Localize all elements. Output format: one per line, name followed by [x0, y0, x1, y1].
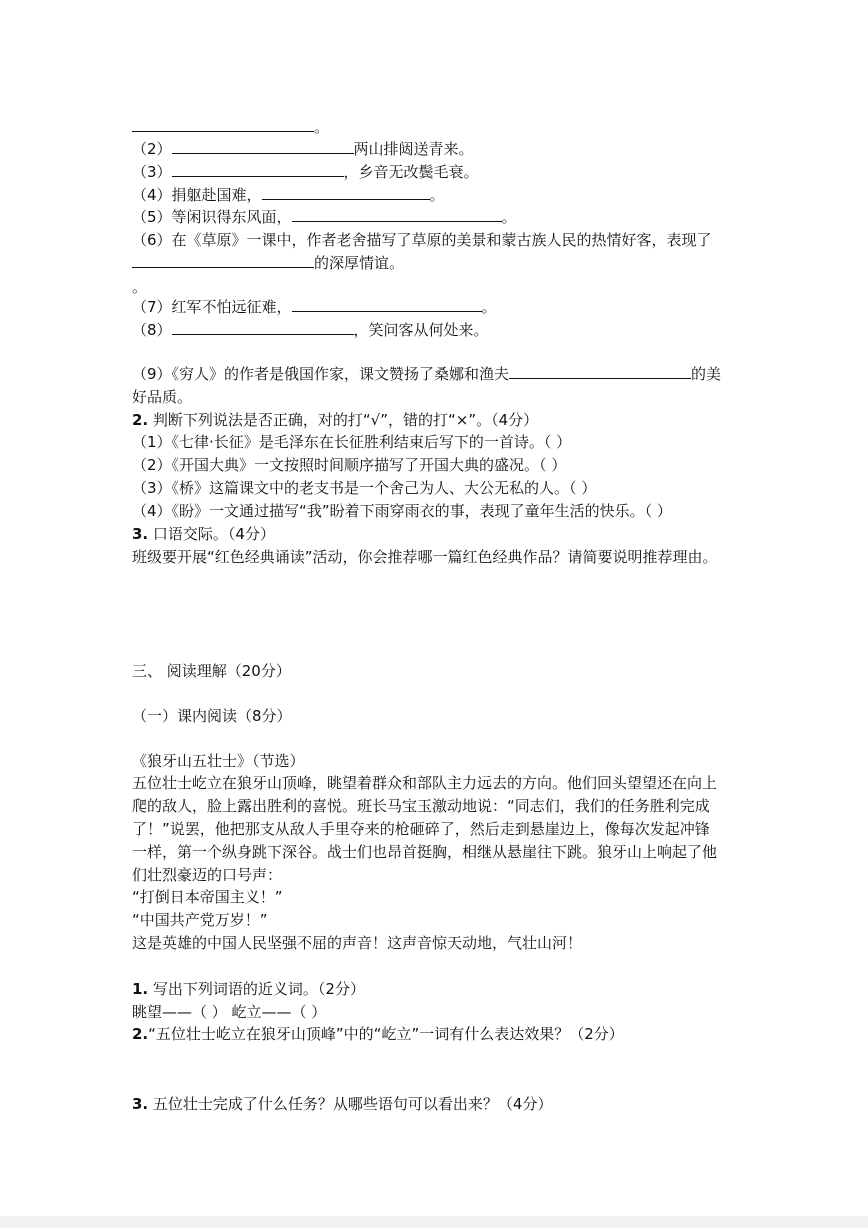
passage-line: 一样，第一个纵身跳下深谷。战士们也昂首挺胸，相继从悬崖往下跳。狼牙山上响起了他 [132, 843, 718, 861]
oral-heading: 3. 口语交际。（4分） [132, 525, 275, 543]
answer-blank[interactable] [509, 364, 691, 379]
fill-line-3: （3） ，乡音无改鬓毛衰。 [132, 163, 479, 181]
stray-dot: 。 [132, 278, 148, 296]
answer-blank[interactable] [172, 162, 344, 177]
judge-item-3: （3）《桥》这篇课文中的老支书是一个舍己为人、大公无私的人。（ ） [132, 479, 597, 497]
passage-line: 了！”说罢，他把那支从敌人手里夺来的枪砸碎了，然后走到悬崖边上，像每次发起冲锋 [132, 820, 710, 838]
answer-blank[interactable] [132, 117, 314, 132]
fill-line-4: （4）捐躯赴国难， 。 [132, 186, 445, 204]
slogan-2: “中国共产党万岁！” [132, 911, 268, 929]
passage-line: 爬的敌人，脸上露出胜利的喜悦。班长马宝玉激动地说：“同志们，我们的任务胜利完成 [132, 797, 710, 815]
judge-item-1: （1）《七律·长征》是毛泽东在长征胜利结束后写下的一首诗。（ ） [132, 433, 572, 451]
fill-line-6-cont: 的深厚情谊。 [132, 253, 404, 273]
fill-line-9: （9）《穷人》的作者是俄国作家，课文赞扬了桑娜和渔夫 的美 [132, 365, 722, 383]
fill-line-5: （5）等闲识得东风面， 。 [132, 208, 517, 226]
reading-q1-words: 眺望——（ ） 屹立——（ ） [132, 1003, 327, 1021]
fill-line-7: （7）红军不怕远征难， 。 [132, 298, 497, 316]
answer-blank[interactable] [292, 297, 482, 312]
answer-blank[interactable] [262, 185, 430, 200]
reading-q3: 3. 五位壮士完成了什么任务？从哪些语句可以看出来？（4分） [132, 1095, 553, 1113]
passage-closing: 这是英雄的中国人民坚强不屈的声音！这声音惊天动地，气壮山河！ [132, 934, 583, 952]
fill-line-9-cont: 好品质。 [132, 388, 193, 406]
passage-line: 们壮烈豪迈的口号声： [132, 866, 283, 884]
answer-blank[interactable] [172, 320, 354, 335]
reading-q1: 1. 写出下列词语的近义词。（2分） [132, 980, 365, 998]
sub-title: （一）课内阅读（8分） [132, 707, 292, 725]
judge-heading: 2. 判断下列说法是否正确，对的打“√”，错的打“×”。（4分） [132, 411, 539, 429]
reading-q2: 2.“五位壮士屹立在狼牙山顶峰”中的“屹立”一词有什么表达效果？（2分） [132, 1025, 624, 1043]
passage-line: 五位壮士屹立在狼牙山顶峰，眺望着群众和部队主力远去的方向。他们回头望望还在向上 [132, 774, 718, 792]
answer-blank[interactable] [172, 139, 354, 154]
fill-line-1: 。 [132, 117, 329, 137]
fill-line-8: （8） ，笑问客从何处来。 [132, 321, 489, 339]
judge-item-2: （2）《开国大典》一文按照时间顺序描写了开国大典的盛况。（ ） [132, 456, 567, 474]
section-title: 三、 阅读理解（20分） [132, 662, 291, 680]
passage-title: 《狼牙山五壮士》（节选） [132, 752, 305, 770]
slogan-1: “打倒日本帝国主义！” [132, 888, 283, 906]
oral-prompt: 班级要开展“红色经典诵读”活动，你会推荐哪一篇红色经典作品？请简要说明推荐理由。 [132, 548, 718, 566]
answer-blank[interactable] [292, 207, 502, 222]
fill-line-6: （6）在《草原》一课中，作者老舍描写了草原的美景和蒙古族人民的热情好客，表现了 [132, 231, 712, 249]
answer-blank[interactable] [132, 253, 314, 268]
judge-item-4: （4）《盼》一文通过描写“我”盼着下雨穿雨衣的事，表现了童年生活的快乐。（ ） [132, 502, 672, 520]
fill-line-2: （2） 两山排闼送青来。 [132, 140, 474, 158]
page-bottom-margin [0, 1216, 868, 1228]
